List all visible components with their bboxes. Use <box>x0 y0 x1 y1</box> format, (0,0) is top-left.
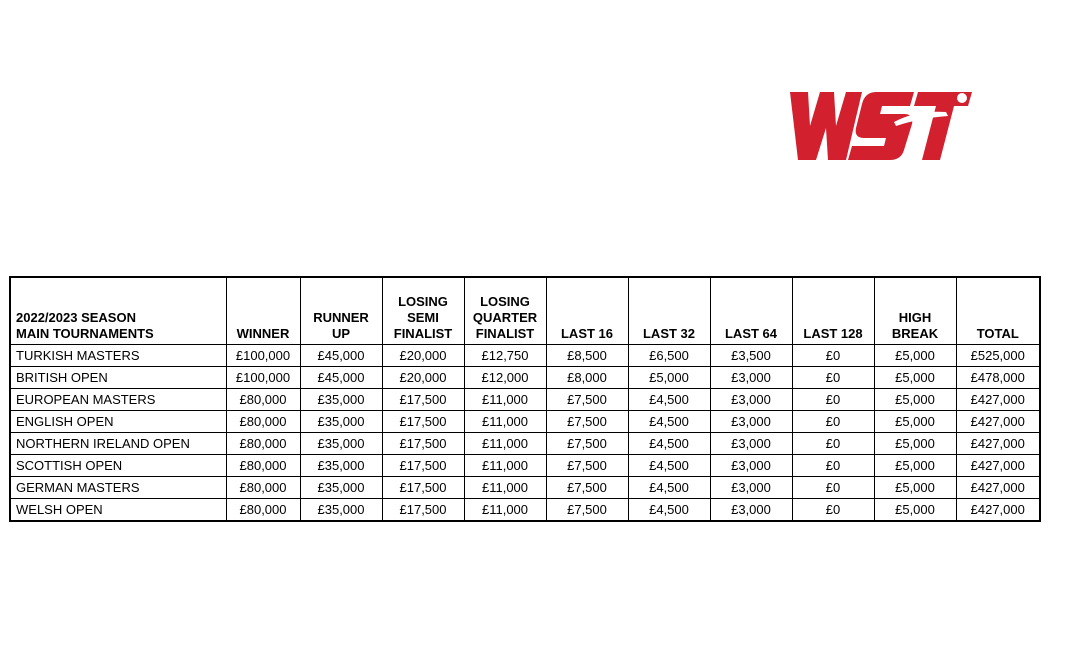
prize-cell: £80,000 <box>226 411 300 433</box>
prize-cell: £4,500 <box>628 499 710 522</box>
prize-cell: £8,500 <box>546 345 628 367</box>
prize-cell: £35,000 <box>300 477 382 499</box>
prize-cell: £525,000 <box>956 345 1040 367</box>
prize-cell: £35,000 <box>300 455 382 477</box>
tournament-name-cell: ENGLISH OPEN <box>10 411 226 433</box>
prize-cell: £427,000 <box>956 389 1040 411</box>
column-header-line: FINALIST <box>393 326 453 341</box>
prize-cell: £3,500 <box>710 345 792 367</box>
tournament-name-cell: GERMAN MASTERS <box>10 477 226 499</box>
prize-cell: £427,000 <box>956 477 1040 499</box>
tournament-name-cell: WELSH OPEN <box>10 499 226 522</box>
column-header <box>792 277 874 345</box>
prize-cell: £427,000 <box>956 433 1040 455</box>
prize-cell: £0 <box>792 411 874 433</box>
prize-cell: £427,000 <box>956 499 1040 522</box>
wst-logo <box>786 92 972 160</box>
prize-cell: £4,500 <box>628 477 710 499</box>
prize-cell: £478,000 <box>956 367 1040 389</box>
tournament-name-cell: BRITISH OPEN <box>10 367 226 389</box>
column-header <box>382 277 464 345</box>
prize-cell: £3,000 <box>710 455 792 477</box>
prize-cell: £3,000 <box>710 499 792 522</box>
prize-cell: £80,000 <box>226 433 300 455</box>
column-header-line: TOTAL <box>976 326 1019 341</box>
column-header-line: LOSING <box>480 294 530 309</box>
prize-cell: £35,000 <box>300 499 382 522</box>
column-header-line: FINALIST <box>475 326 535 341</box>
column-header <box>956 277 1040 345</box>
prize-cell: £4,500 <box>628 455 710 477</box>
prize-cell: £0 <box>792 455 874 477</box>
prize-cell: £0 <box>792 433 874 455</box>
prize-cell: £0 <box>792 477 874 499</box>
prize-cell: £12,000 <box>464 367 546 389</box>
prize-cell: £80,000 <box>226 455 300 477</box>
tournament-name-cell: NORTHERN IRELAND OPEN <box>10 433 226 455</box>
table-row <box>10 389 1040 411</box>
prize-cell: £17,500 <box>382 499 464 522</box>
prize-cell: £5,000 <box>874 367 956 389</box>
prize-cell: £7,500 <box>546 411 628 433</box>
table-row <box>10 499 1040 522</box>
prize-cell: £6,500 <box>628 345 710 367</box>
table-row <box>10 455 1040 477</box>
prize-cell: £7,500 <box>546 389 628 411</box>
prize-cell: £45,000 <box>300 367 382 389</box>
column-header <box>874 277 956 345</box>
prize-cell: £4,500 <box>628 411 710 433</box>
prize-cell: £11,000 <box>464 389 546 411</box>
column-header <box>546 277 628 345</box>
column-header-line: UP <box>331 326 351 341</box>
table-row <box>10 345 1040 367</box>
prize-cell: £0 <box>792 367 874 389</box>
column-header-line: LAST 16 <box>560 326 613 341</box>
table-row <box>10 367 1040 389</box>
prize-cell: £35,000 <box>300 433 382 455</box>
prize-cell: £100,000 <box>226 345 300 367</box>
column-header <box>300 277 382 345</box>
prize-cell: £80,000 <box>226 499 300 522</box>
prize-cell: £17,500 <box>382 389 464 411</box>
prize-cell: £17,500 <box>382 433 464 455</box>
prize-cell: £11,000 <box>464 411 546 433</box>
column-header <box>628 277 710 345</box>
column-header-line: QUARTER <box>472 310 538 325</box>
prize-cell: £17,500 <box>382 455 464 477</box>
prize-cell: £4,500 <box>628 389 710 411</box>
tournament-name-cell: EUROPEAN MASTERS <box>10 389 226 411</box>
prize-cell: £7,500 <box>546 455 628 477</box>
tournament-name-cell: SCOTTISH OPEN <box>10 455 226 477</box>
prize-cell: £4,500 <box>628 433 710 455</box>
prize-cell: £8,000 <box>546 367 628 389</box>
prize-cell: £7,500 <box>546 477 628 499</box>
table-header-row <box>10 277 1040 345</box>
prize-cell: £5,000 <box>874 345 956 367</box>
prize-cell: £35,000 <box>300 411 382 433</box>
column-header-line: HIGH <box>898 310 932 325</box>
prize-cell: £0 <box>792 345 874 367</box>
prize-cell: £80,000 <box>226 389 300 411</box>
prize-cell: £5,000 <box>874 433 956 455</box>
prize-cell: £45,000 <box>300 345 382 367</box>
prize-cell: £35,000 <box>300 389 382 411</box>
column-header-line: LOSING <box>398 294 448 309</box>
prize-money-table <box>9 276 1041 522</box>
prize-cell: £5,000 <box>874 499 956 522</box>
prize-cell: £11,000 <box>464 477 546 499</box>
column-header-line: RUNNER <box>313 310 369 325</box>
prize-cell: £11,000 <box>464 499 546 522</box>
prize-cell: £17,500 <box>382 411 464 433</box>
column-header-line: MAIN TOURNAMENTS <box>16 326 154 341</box>
prize-cell: £11,000 <box>464 433 546 455</box>
prize-cell: £5,000 <box>628 367 710 389</box>
prize-cell: £427,000 <box>956 411 1040 433</box>
column-header <box>226 277 300 345</box>
column-header-line: WINNER <box>236 326 290 341</box>
column-header-line: BREAK <box>891 326 939 341</box>
prize-cell: £5,000 <box>874 477 956 499</box>
column-header-line: LAST 64 <box>724 326 777 341</box>
prize-cell: £3,000 <box>710 433 792 455</box>
column-header <box>710 277 792 345</box>
table-row <box>10 433 1040 455</box>
prize-cell: £5,000 <box>874 455 956 477</box>
table-row <box>10 477 1040 499</box>
prize-cell: £0 <box>792 389 874 411</box>
column-header-line: SEMI <box>407 310 439 325</box>
prize-cell: £80,000 <box>226 477 300 499</box>
table-row <box>10 411 1040 433</box>
tournament-name-cell: TURKISH MASTERS <box>10 345 226 367</box>
column-header-line: 2022/2023 SEASON <box>16 310 136 325</box>
prize-cell: £7,500 <box>546 499 628 522</box>
prize-cell: £5,000 <box>874 389 956 411</box>
prize-cell: £7,500 <box>546 433 628 455</box>
prize-cell: £3,000 <box>710 411 792 433</box>
prize-cell: £100,000 <box>226 367 300 389</box>
column-header <box>10 277 226 345</box>
prize-cell: £5,000 <box>874 411 956 433</box>
prize-cell: £17,500 <box>382 477 464 499</box>
column-header <box>464 277 546 345</box>
prize-cell: £0 <box>792 499 874 522</box>
prize-cell: £20,000 <box>382 345 464 367</box>
column-header-line: LAST 32 <box>642 326 695 341</box>
prize-cell: £20,000 <box>382 367 464 389</box>
prize-cell: £3,000 <box>710 367 792 389</box>
prize-cell: £3,000 <box>710 389 792 411</box>
prize-cell: £3,000 <box>710 477 792 499</box>
prize-cell: £12,750 <box>464 345 546 367</box>
column-header-line: LAST 128 <box>803 326 863 341</box>
wst-logo-graphic <box>786 92 972 160</box>
prize-cell: £427,000 <box>956 455 1040 477</box>
prize-cell: £11,000 <box>464 455 546 477</box>
